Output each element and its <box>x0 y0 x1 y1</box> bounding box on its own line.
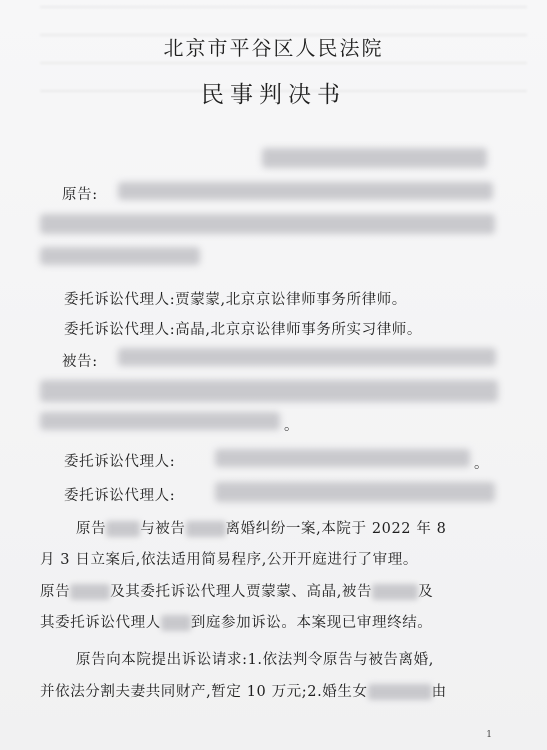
plaintiff-label: 原告: <box>62 187 98 203</box>
text-segment: 与被告 <box>140 521 186 537</box>
text-segment: 离婚纠纷一案,本院于 2022 年 8 <box>225 521 447 537</box>
redacted-defendant-info-2 <box>40 380 498 402</box>
text-segment: 由 <box>431 684 447 700</box>
redacted-plaintiff-info <box>118 182 493 200</box>
redacted-case-number <box>262 148 487 168</box>
defendant-line <box>62 350 98 371</box>
redacted-defendant-info <box>118 348 496 366</box>
document-type-title: 民事判决书 <box>201 82 346 108</box>
defendant-agent-1 <box>64 450 175 471</box>
text-segment: 及 <box>418 584 434 600</box>
body-line-4 <box>40 611 432 632</box>
body-line-1 <box>76 517 446 538</box>
body-line-2: 月 3 日立案后,依法适用简易程序,公开开庭进行了审理。 <box>40 552 418 568</box>
text-segment: 到庭参加诉讼。本案现已审理终结。 <box>190 615 433 631</box>
text-segment: 原告 <box>76 521 107 537</box>
court-name: 北京市平谷区人民法院 <box>163 36 384 60</box>
defendant-agent-1-label: 委托诉讼代理人: <box>64 454 176 470</box>
body-line-3 <box>40 580 433 601</box>
body-line-5: 原告向本院提出诉讼请求:1.依法判令原告与被告离婚, <box>76 652 434 668</box>
redacted-plaintiff-info-2 <box>40 214 495 234</box>
plaintiff-agent-2: 委托诉讼代理人:高晶,北京京讼律师事务所实习律师。 <box>64 322 422 338</box>
plaintiff-line <box>62 183 98 204</box>
redacted-name <box>368 684 432 700</box>
body-line-6 <box>40 680 447 701</box>
redacted-name <box>186 521 226 537</box>
defendant-agent-2-label: 委托诉讼代理人: <box>64 488 176 504</box>
page-number: 1 <box>486 730 492 740</box>
defendant-agent-1-tail: 。 <box>474 456 490 472</box>
text-segment: 其委托诉讼代理人 <box>40 615 161 631</box>
redacted-defendant-agent-2 <box>215 482 495 502</box>
text-segment: 原告 <box>40 584 71 600</box>
redacted-name <box>372 584 418 600</box>
redacted-name <box>106 521 140 537</box>
defendant-tail: 。 <box>284 418 300 434</box>
defendant-agent-2 <box>64 484 175 505</box>
redacted-defendant-agent-1 <box>215 449 470 467</box>
redacted-defendant-info-3 <box>40 412 280 430</box>
text-segment: 及其委托诉讼代理人贾蒙蒙、高晶,被告 <box>110 584 373 600</box>
redacted-name <box>161 615 191 631</box>
text-segment: 并依法分割夫妻共同财产,暂定 10 万元;2.婚生女 <box>40 684 368 700</box>
redacted-plaintiff-info-3 <box>40 247 200 265</box>
redacted-name <box>70 584 110 600</box>
defendant-label: 被告: <box>62 354 98 370</box>
plaintiff-agent-1: 委托诉讼代理人:贾蒙蒙,北京京讼律师事务所律师。 <box>64 292 407 308</box>
